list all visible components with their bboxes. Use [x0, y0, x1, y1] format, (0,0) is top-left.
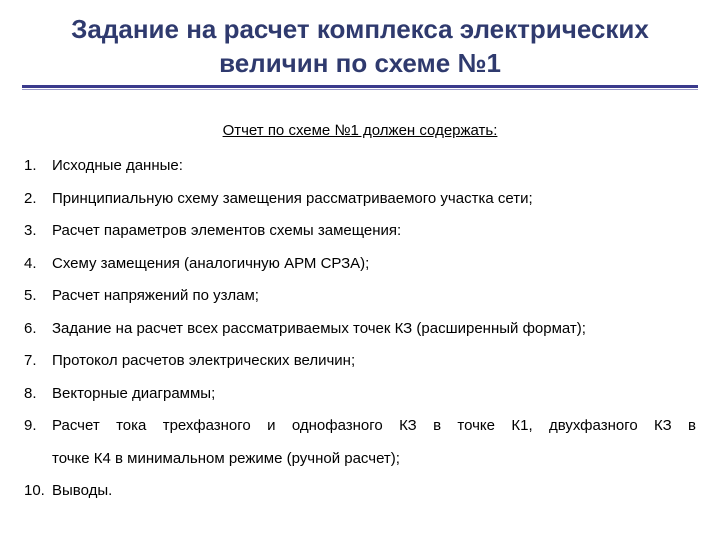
list-item-text: Выводы. [52, 482, 113, 499]
list-item [24, 378, 696, 411]
list-item-number: 9. [24, 417, 37, 434]
list-item-text-line-1: Расчет тока трехфазного и однофазного КЗ в точке К1, двухфазного КЗ в [52, 417, 696, 434]
slide-title [0, 12, 720, 80]
list-item-text: Расчет напряжений по узлам; [52, 287, 259, 304]
title-divider [22, 85, 698, 88]
list-item [24, 183, 696, 216]
list-item-number: 8. [24, 384, 37, 402]
list-item-text: Задание на расчет всех рассматриваемых точек КЗ (расширенный формат); [52, 319, 586, 337]
list-item-text-line-2: точке К4 в минимальном режиме (ручной расчет); [52, 449, 400, 467]
list-item [24, 410, 696, 475]
list-item-number: 4. [24, 254, 37, 272]
report-contents-list [24, 150, 696, 508]
list-item [24, 280, 696, 313]
list-item-number: 6. [24, 319, 37, 337]
list-item-text: Протокол расчетов электрических величин; [52, 352, 356, 369]
list-item-number: 3. [24, 222, 37, 239]
list-item [24, 345, 696, 378]
report-subtitle-text: Отчет по схеме №1 должен содержать: [222, 122, 498, 139]
report-subtitle [0, 121, 720, 141]
list-item [24, 150, 696, 183]
list-item [24, 313, 696, 346]
list-item-text: Векторные диаграммы; [52, 384, 216, 402]
list-item-number: 1. [24, 157, 37, 174]
list-item-number: 2. [24, 189, 37, 207]
list-item-number: 5. [24, 287, 37, 304]
list-item [24, 475, 696, 508]
list-item-text: Расчет параметров элементов схемы замещения: [52, 222, 402, 239]
slide-title-line-2: величин по схеме №1 [219, 48, 501, 78]
list-item-number: 10. [24, 482, 45, 499]
list-item-text: Схему замещения (аналогичную АРМ СРЗА); [52, 254, 370, 272]
slide-title-line-1: Задание на расчет комплекса электрических [71, 14, 649, 44]
list-item-number: 7. [24, 352, 37, 369]
list-item [24, 215, 696, 248]
list-item-text: Принципиальную схему замещения рассматриваемого участка сети; [52, 189, 533, 207]
list-item-text: Исходные данные: [52, 157, 183, 174]
list-item [24, 248, 696, 281]
